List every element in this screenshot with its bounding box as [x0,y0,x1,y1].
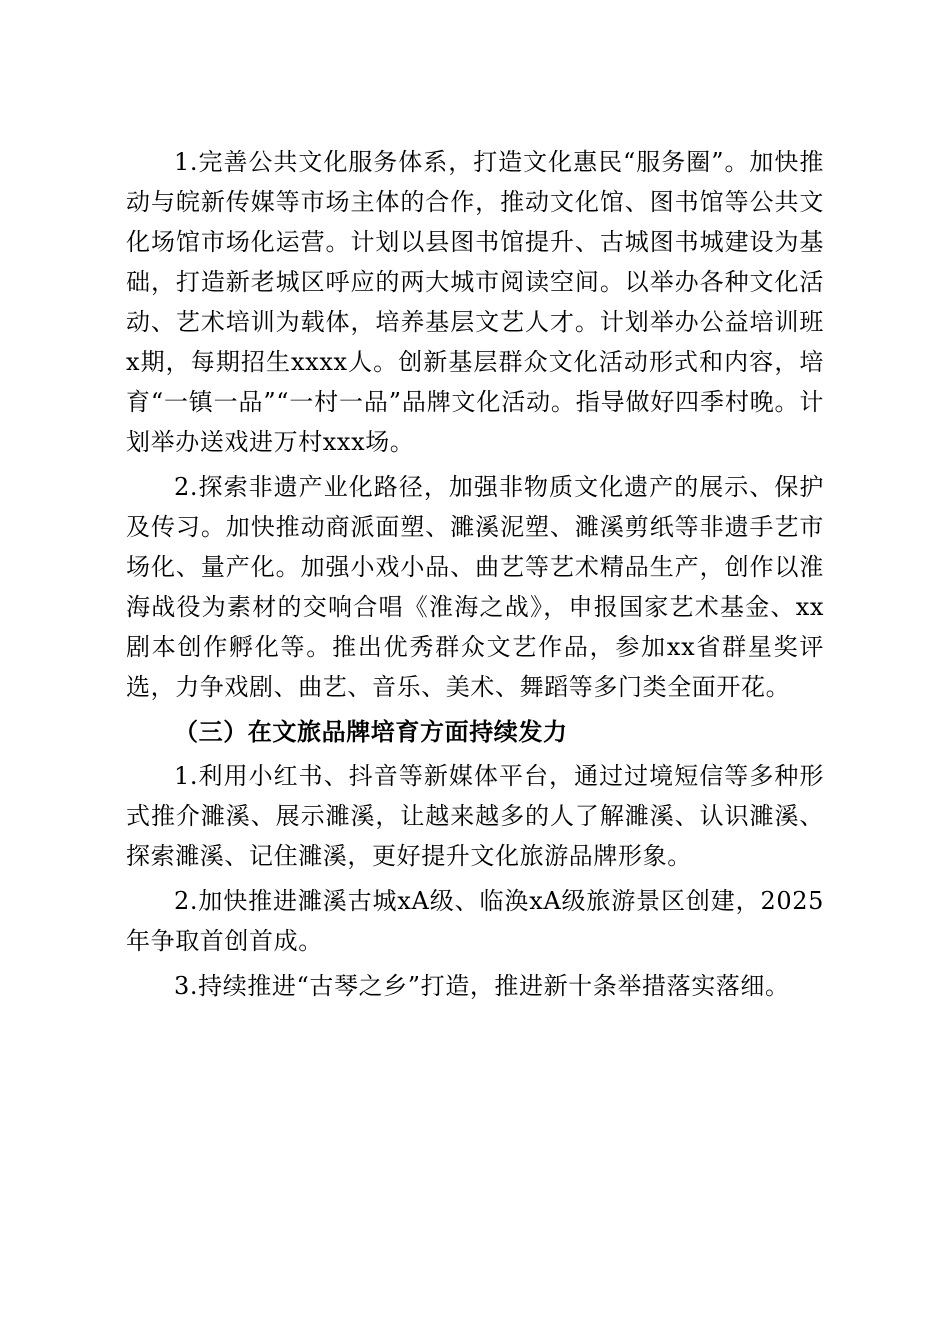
paragraph-guqin: 3.持续推进“古琴之乡”打造，推进新十条举措落实落细。 [174,971,790,1000]
paragraph-new-media: 1.利用小红书、抖音等新媒体平台，通过过境短信等多种形式推介濉溪、展示濉溪，让越来越多的人了解濉溪、认识濉溪、探索濉溪、记住濉溪，更好提升文化旅游品牌形象。 [126,762,824,871]
paragraph-scenic-area: 2.加快推进濉溪古城xA级、临涣xA级旅游景区创建，2025年争取首创首成。 [126,887,824,956]
paragraph-intangible-heritage: 2.探索非遗产业化路径，加强非物质文化遗产的展示、保护及传习。加快推动商派面塑、濉溪泥塑、濉溪剪纸等非遗手艺市场化、量产化。加强小戏小品、曲艺等艺术精品生产，创作以淮海战役为素材的交响合唱《淮海之战》，申报国家艺术基金、xx剧本创作孵化等。推出优秀群众文艺作品，参加xx省群星奖评选，力争戏剧、曲艺、音乐、美术、舞蹈等多门类全面开花。 [126,472,824,701]
section-heading-brand: （三）在文旅品牌培育方面持续发力 [174,716,568,746]
paragraph-public-culture: 1.完善公共文化服务体系，打造文化惠民“服务圈”。加快推动与皖新传媒等市场主体的合作，推动文化馆、图书馆等公共文化场馆市场化运营。计划以县图书馆提升、古城图书城建设为基础，打造新老城区呼应的两大城市阅读空间。以举办各种文化活动、艺术培训为载体，培养基层文艺人才。计划举办公益培训班x期，每期招生xxxx人。创新基层群众文化活动形式和内容，培育“一镇一品”“一村一品”品牌文化活动。指导做好四季村晚。计划举办送戏进万村xxx场。 [126,148,824,456]
document-page [126,142,824,1011]
